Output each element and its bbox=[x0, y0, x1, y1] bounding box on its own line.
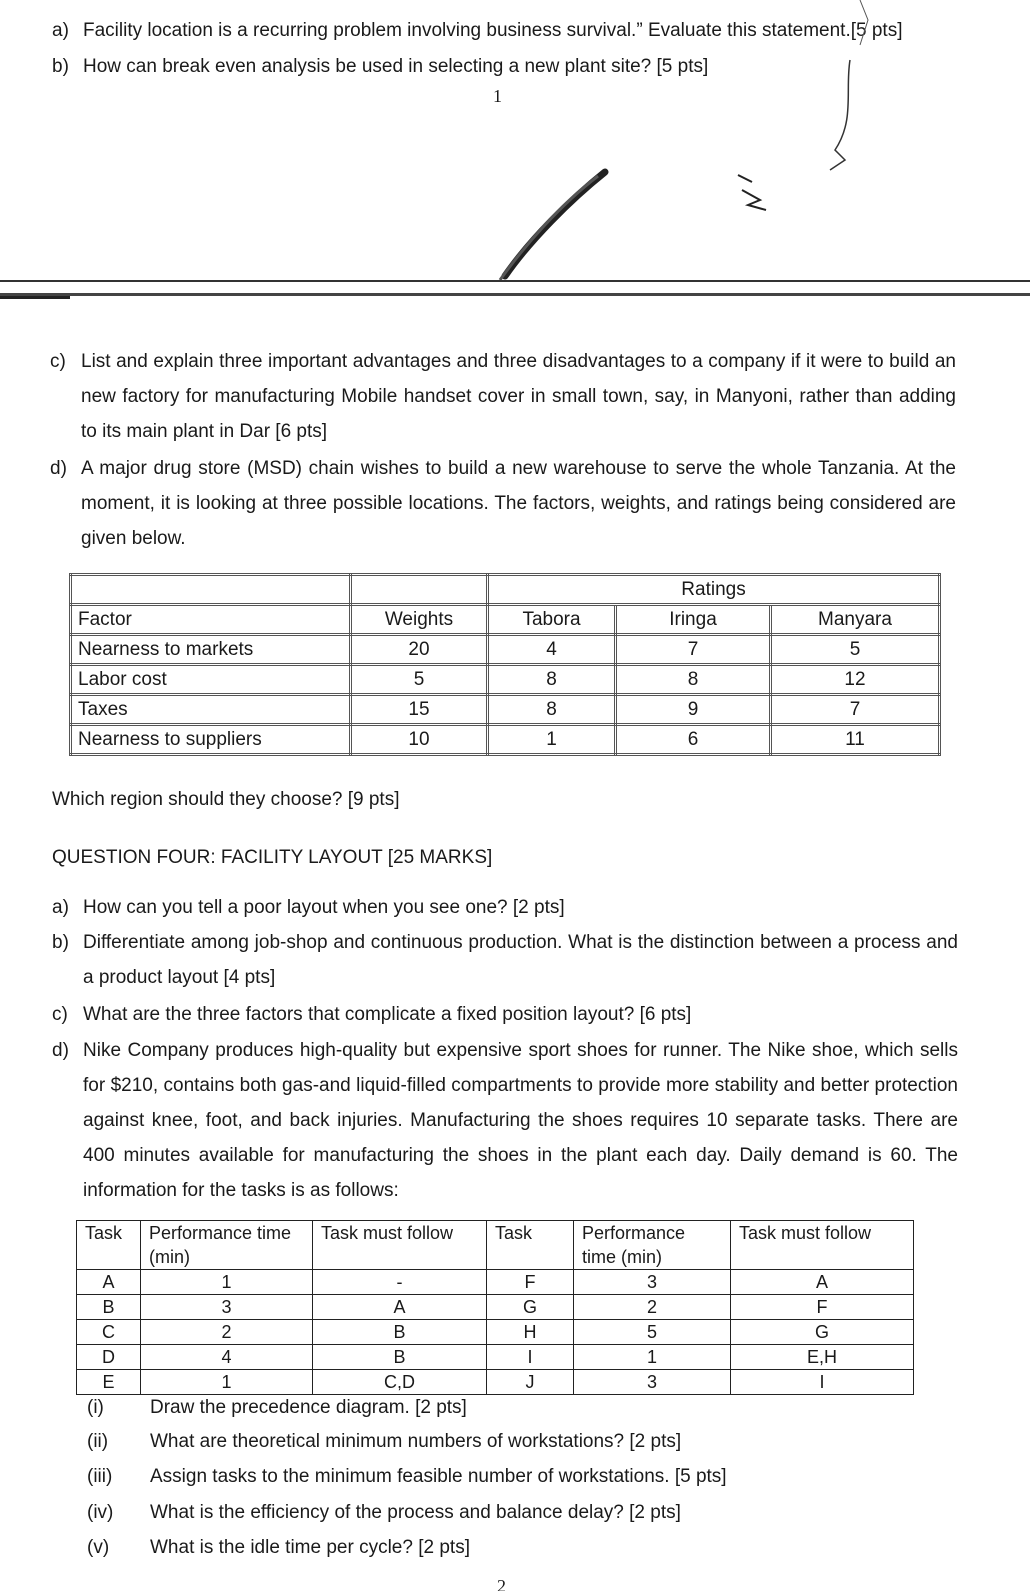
question-label: b) bbox=[52, 932, 69, 953]
page-number-bottom: 2 bbox=[497, 1576, 506, 1591]
table-cell: 15 bbox=[351, 695, 488, 725]
table-row bbox=[71, 575, 940, 605]
table-row bbox=[71, 635, 940, 665]
table-cell: 9 bbox=[616, 695, 771, 725]
location-ratings-table bbox=[69, 573, 941, 756]
subquestion-label: (iii) bbox=[87, 1466, 113, 1487]
table-cell: 1 bbox=[141, 1370, 313, 1395]
table-cell: 6 bbox=[616, 725, 771, 755]
table-cell: Labor cost bbox=[71, 665, 351, 695]
table-cell: C bbox=[77, 1320, 141, 1345]
scan-divider-line bbox=[0, 293, 1030, 296]
question-text: Facility location is a recurring problem involving business survival.” Evaluate this statement.[5 pts] bbox=[83, 20, 903, 41]
table-cell: E bbox=[77, 1370, 141, 1395]
scan-handwriting-marks bbox=[0, 0, 1030, 320]
question-3d bbox=[50, 451, 956, 556]
subquestion-label: (v) bbox=[87, 1537, 110, 1558]
table-cell: A bbox=[731, 1270, 914, 1295]
table-cell: 2 bbox=[141, 1320, 313, 1345]
column-header: Task must follow bbox=[313, 1221, 487, 1270]
table-cell: 7 bbox=[616, 635, 771, 665]
subquestion-text: Draw the precedence diagram. [2 pts] bbox=[150, 1397, 467, 1418]
scan-divider-line bbox=[0, 296, 70, 299]
column-header: Task bbox=[77, 1221, 141, 1270]
table-row bbox=[71, 665, 940, 695]
subquestion-label: (i) bbox=[87, 1397, 104, 1418]
question-3c bbox=[50, 344, 956, 449]
table-cell: 1 bbox=[574, 1345, 731, 1370]
scan-divider-line bbox=[0, 280, 1030, 282]
subquestion-label: (iv) bbox=[87, 1502, 114, 1523]
table-cell: A bbox=[77, 1270, 141, 1295]
subquestion-label: (ii) bbox=[87, 1431, 109, 1452]
table-row bbox=[77, 1270, 914, 1295]
table-cell: D bbox=[77, 1345, 141, 1370]
table-cell: A bbox=[313, 1295, 487, 1320]
question-4b bbox=[52, 925, 958, 995]
section-heading: QUESTION FOUR: FACILITY LAYOUT [25 MARKS] bbox=[52, 847, 493, 868]
table-cell: 1 bbox=[488, 725, 616, 755]
table-cell: 12 bbox=[771, 665, 940, 695]
table-cell: B bbox=[313, 1345, 487, 1370]
table-cell: 3 bbox=[574, 1370, 731, 1395]
column-header: Performance time (min) bbox=[141, 1221, 313, 1270]
question-label: d) bbox=[52, 1040, 69, 1061]
table-cell: 8 bbox=[488, 665, 616, 695]
table-cell: C,D bbox=[313, 1370, 487, 1395]
table-cell: F bbox=[731, 1295, 914, 1320]
column-header: Iringa bbox=[616, 605, 771, 635]
column-header: Manyara bbox=[771, 605, 940, 635]
table-cell: Taxes bbox=[71, 695, 351, 725]
table-cell: 11 bbox=[771, 725, 940, 755]
table-cell: J bbox=[487, 1370, 574, 1395]
table-cell: - bbox=[313, 1270, 487, 1295]
question-text: Differentiate among job-shop and continuous production. What is the distinction between a process and a product layout [4 pts] bbox=[83, 932, 958, 988]
column-header: Tabora bbox=[488, 605, 616, 635]
question-label: c) bbox=[50, 351, 66, 372]
table-cell: I bbox=[731, 1370, 914, 1395]
subquestion-text: What are theoretical minimum numbers of workstations? [2 pts] bbox=[150, 1431, 682, 1452]
question-label: a) bbox=[52, 897, 69, 918]
table-cell: F bbox=[487, 1270, 574, 1295]
table-cell: 5 bbox=[574, 1320, 731, 1345]
table-cell: 5 bbox=[351, 665, 488, 695]
question-label: d) bbox=[50, 458, 67, 479]
question-4c bbox=[52, 997, 958, 1032]
table-row bbox=[71, 695, 940, 725]
table-cell: Nearness to suppliers bbox=[71, 725, 351, 755]
question-label: c) bbox=[52, 1004, 68, 1025]
question-text: What are the three factors that complicate a fixed position layout? [6 pts] bbox=[83, 1004, 692, 1025]
subquestion-text: What is the efficiency of the process and balance delay? [2 pts] bbox=[150, 1502, 681, 1523]
question-text: Nike Company produces high-quality but expensive sport shoes for runner. The Nike shoe, which sells for $210, contains both gas-and liquid-filled compartments to provide more stability and better protection against knee, foot, and back injuries. Manufacturing the shoes requires 10 separate tasks. There are 400 minutes available for manufacturing the shoes in the plant each day. Daily demand is 60. The information for the tasks is as follows: bbox=[83, 1040, 958, 1201]
table-row bbox=[77, 1320, 914, 1345]
table-cell: 3 bbox=[574, 1270, 731, 1295]
column-header: Weights bbox=[351, 605, 488, 635]
table-cell: B bbox=[77, 1295, 141, 1320]
table-row bbox=[77, 1345, 914, 1370]
column-header: Task bbox=[487, 1221, 574, 1270]
table-cell: 4 bbox=[141, 1345, 313, 1370]
table-cell: E,H bbox=[731, 1345, 914, 1370]
table-header-row bbox=[71, 605, 940, 635]
task-precedence-table bbox=[76, 1220, 914, 1395]
question-text: List and explain three important advantages and three disadvantages to a company if it were to build an new factory for manufacturing Mobile handset cover in small town, say, in Manyoni, rather than adding to its main plant in Dar [6 pts] bbox=[81, 351, 956, 442]
table-cell: 7 bbox=[771, 695, 940, 725]
table-row bbox=[71, 725, 940, 755]
table-cell: I bbox=[487, 1345, 574, 1370]
column-header: Task must follow bbox=[731, 1221, 914, 1270]
table-cell: 10 bbox=[351, 725, 488, 755]
ratings-group-header: Ratings bbox=[488, 575, 940, 605]
question-label: a) bbox=[52, 20, 69, 41]
table-cell: 4 bbox=[488, 635, 616, 665]
location-followup-question: Which region should they choose? [9 pts] bbox=[52, 789, 400, 810]
question-text: How can break even analysis be used in selecting a new plant site? [5 pts] bbox=[83, 56, 709, 77]
table-cell: 1 bbox=[141, 1270, 313, 1295]
table-cell: G bbox=[731, 1320, 914, 1345]
question-4d bbox=[52, 1033, 958, 1208]
table-row bbox=[77, 1370, 914, 1395]
table-cell: B bbox=[313, 1320, 487, 1345]
table-cell: 20 bbox=[351, 635, 488, 665]
table-cell: 8 bbox=[488, 695, 616, 725]
question-4a bbox=[52, 890, 958, 925]
table-cell: Nearness to markets bbox=[71, 635, 351, 665]
table-cell: G bbox=[487, 1295, 574, 1320]
question-text: A major drug store (MSD) chain wishes to build a new warehouse to serve the whole Tanzania. At the moment, it is looking at three possible locations. The factors, weights, and ratings being considered are given below. bbox=[81, 458, 956, 549]
table-row bbox=[77, 1295, 914, 1320]
subquestion-text: What is the idle time per cycle? [2 pts] bbox=[150, 1537, 470, 1558]
subquestion-text: Assign tasks to the minimum feasible number of workstations. [5 pts] bbox=[150, 1466, 727, 1487]
column-header: Factor bbox=[71, 605, 351, 635]
table-cell: 8 bbox=[616, 665, 771, 695]
table-cell: 3 bbox=[141, 1295, 313, 1320]
question-text: How can you tell a poor layout when you see one? [2 pts] bbox=[83, 897, 565, 918]
table-header-row bbox=[77, 1221, 914, 1270]
column-header: Performance time (min) bbox=[574, 1221, 731, 1270]
table-cell: H bbox=[487, 1320, 574, 1345]
page-number-top: 1 bbox=[493, 86, 502, 106]
table-cell: 5 bbox=[771, 635, 940, 665]
question-label: b) bbox=[52, 56, 69, 77]
table-cell: 2 bbox=[574, 1295, 731, 1320]
